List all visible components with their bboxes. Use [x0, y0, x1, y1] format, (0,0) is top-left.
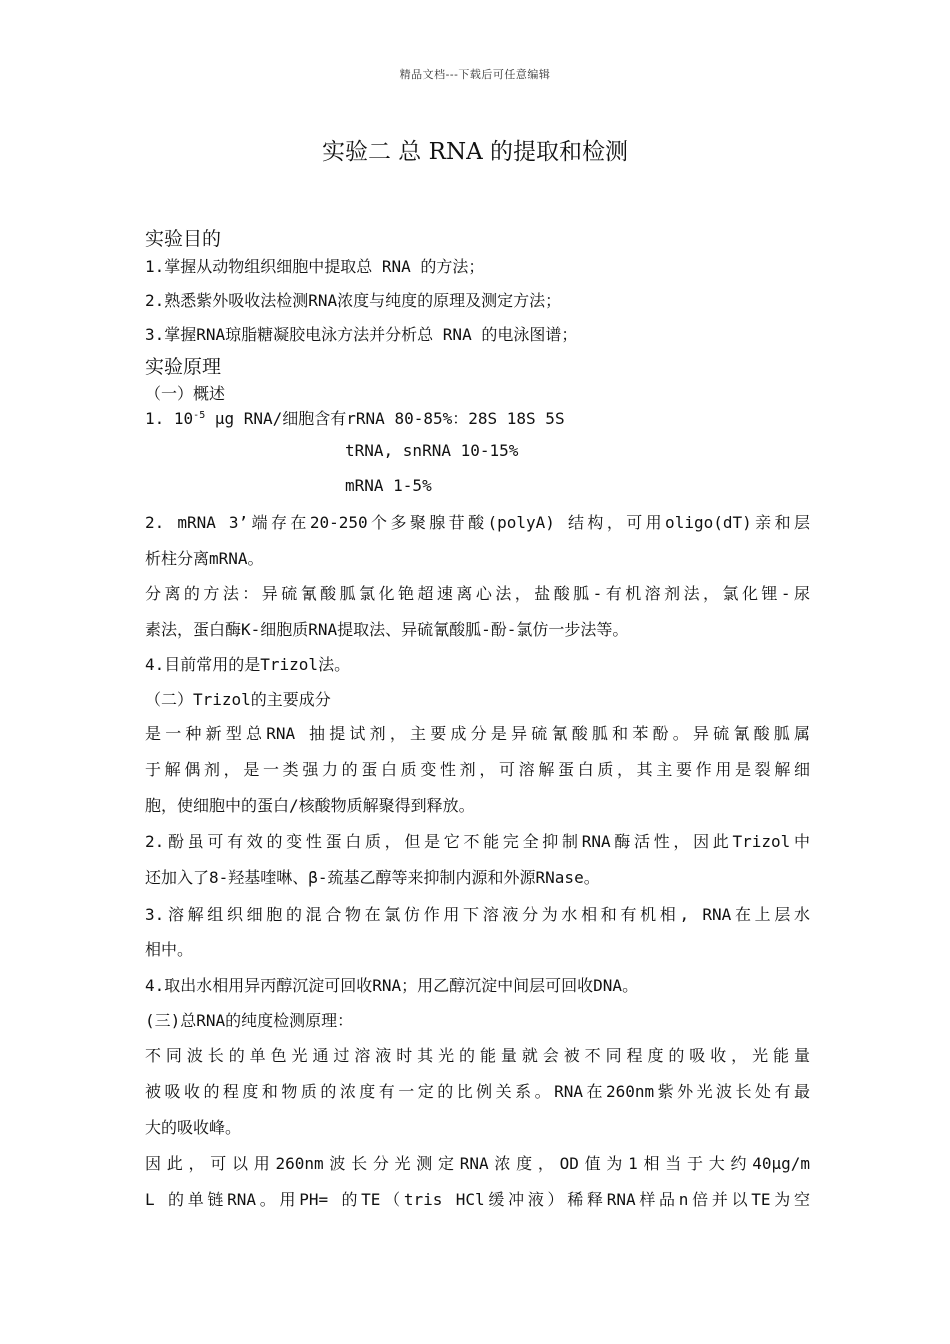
subheading-overview: （一）概述 — [145, 384, 226, 403]
od-para-line-1: 因此，可以用260nm波长分光测定RNA浓度，OD值为1相当于大约40μg/m — [145, 1154, 810, 1173]
trizol-desc-line-3: 胞，使细胞中的蛋白/核酸物质解聚得到释放。 — [145, 796, 475, 815]
rna-composition-prefix: 1. 10 — [145, 409, 194, 428]
subheading-purity: (三)总RNA的纯度检测原理： — [145, 1011, 354, 1030]
trizol-common-line: 4.目前常用的是Trizol法。 — [145, 655, 351, 674]
phenol-line-1: 2.酚虽可有效的变性蛋白质，但是它不能完全抑制RNA酶活性，因此Trizol中 — [145, 832, 810, 851]
phenol-line-2: 还加入了8-羟基喹啉、β-巯基乙醇等来抑制内源和外源RNase。 — [145, 868, 600, 887]
rna-composition-rest: μg RNA/细胞含有rRNA 80-85%：28S 18S 5S — [205, 409, 565, 428]
principle-heading: 实验原理 — [145, 356, 222, 378]
phase-separation-line-2: 相中。 — [145, 940, 194, 959]
purpose-item-3: 3.掌握RNA琼脂糖凝胶电泳方法并分析总 RNA 的电泳图谱； — [145, 325, 578, 344]
purpose-item-1: 1.掌握从动物组织细胞中提取总 RNA 的方法； — [145, 257, 485, 276]
mrna-polya-line-1: 2. mRNA 3’端存在20-250个多聚腺苷酸(polyA) 结构，可用oligo(dT)亲和层 — [145, 513, 810, 532]
recovery-line: 4.取出水相用异丙醇沉淀可回收RNA；用乙醇沉淀中间层可回收DNA。 — [145, 976, 639, 995]
trizol-desc-line-2: 于解偶剂，是一类强力的蛋白质变性剂，可溶解蛋白质，其主要作用是裂解细 — [145, 760, 810, 779]
phase-separation-line-1: 3.溶解组织细胞的混合物在氯仿作用下溶液分为水相和有机相, RNA在上层水 — [145, 905, 810, 924]
mrna-line: mRNA 1-5% — [345, 476, 432, 495]
page-header: 精品文档---下载后可任意编辑 — [399, 68, 551, 81]
od-para-line-2: L 的单链RNA。用PH= 的TE（tris HCl缓冲液）稀释RNA样品n倍并以TE为空 — [145, 1190, 810, 1209]
purpose-item-2: 2.熟悉紫外吸收法检测RNA浓度与纯度的原理及测定方法； — [145, 291, 562, 310]
separation-methods-line-2: 素法，蛋白酶K-细胞质RNA提取法、异硫氰酸胍-酚-氯仿一步法等。 — [145, 620, 629, 639]
trizol-desc-line-1: 是一种新型总RNA 抽提试剂，主要成分是异硫氰酸胍和苯酚。异硫氰酸胍属 — [145, 724, 810, 743]
rna-composition-line — [145, 406, 810, 429]
mrna-polya-line-2: 析柱分离mRNA。 — [145, 549, 264, 568]
trna-line: tRNA, snRNA 10-15% — [345, 441, 519, 460]
subheading-trizol: （二）Trizol的主要成分 — [145, 690, 331, 709]
separation-methods-line-1: 分离的方法：异硫氰酸胍氯化铯超速离心法，盐酸胍-有机溶剂法，氯化锂-尿 — [145, 584, 810, 603]
purity-para-line-3: 大的吸收峰。 — [145, 1118, 242, 1137]
purity-para-line-2: 被吸收的程度和物质的浓度有一定的比例关系。RNA在260nm紫外光波长处有最 — [145, 1082, 810, 1101]
purpose-heading: 实验目的 — [145, 228, 222, 250]
rna-composition-exponent: -5 — [193, 410, 206, 421]
document-title: 实验二 总 RNA 的提取和检测 — [322, 139, 628, 165]
purity-para-line-1: 不同波长的单色光通过溶液时其光的能量就会被不同程度的吸收，光能量 — [145, 1046, 810, 1065]
